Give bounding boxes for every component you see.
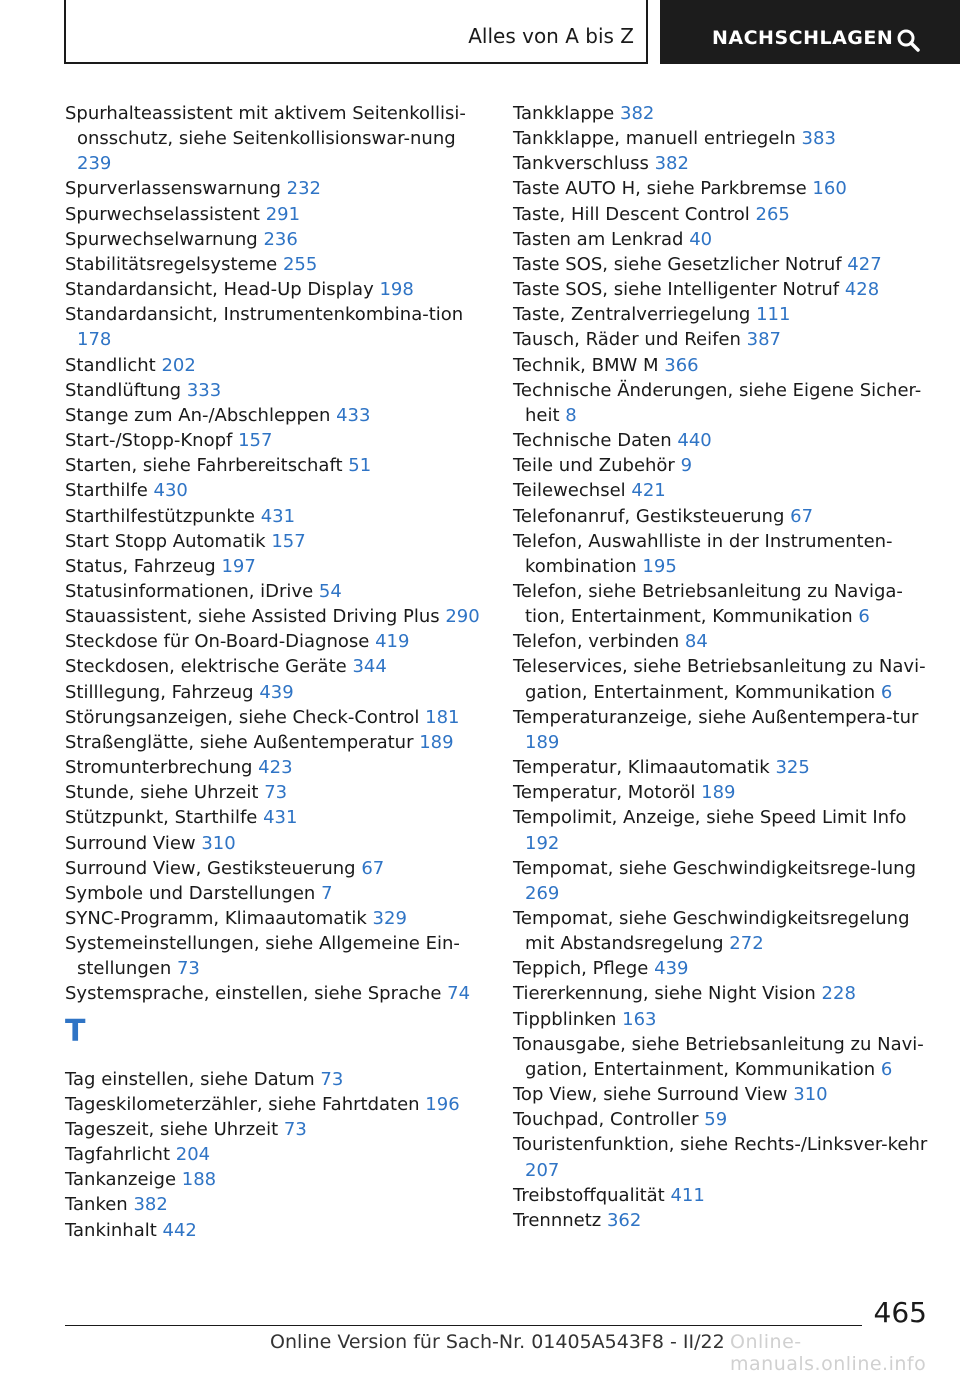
index-entry-text: Telefon, verbinden [513, 631, 680, 653]
index-entry [513, 126, 928, 151]
index-list-t [65, 1067, 485, 1243]
index-entry [65, 805, 485, 830]
index-entry [65, 780, 485, 805]
page-link[interactable]: 440 [677, 430, 712, 452]
page-link[interactable]: 189 [419, 731, 454, 753]
page-link[interactable]: 269 [525, 882, 560, 904]
index-entry-text: Tankinhalt [65, 1219, 157, 1241]
index-entry [65, 1192, 485, 1217]
index-entry [513, 906, 928, 956]
index-entry [65, 453, 485, 478]
index-entry [513, 1007, 928, 1032]
index-entry [513, 1032, 928, 1082]
page-link[interactable]: 196 [425, 1093, 460, 1115]
index-entry [65, 252, 485, 277]
index-entry-text: Standlicht [65, 354, 156, 376]
index-entry [513, 956, 928, 981]
page-link[interactable]: 421 [631, 480, 666, 502]
index-entry [65, 378, 485, 403]
page-link[interactable]: 310 [201, 832, 236, 854]
index-entry-text: Taste SOS, siehe Intelligenter Notruf [513, 279, 840, 301]
index-entry-text: Technische Änderungen, siehe Eigene Sicher-heit [513, 379, 922, 426]
index-entry-text: Tankverschluss [513, 153, 649, 175]
index-entry [65, 1092, 485, 1117]
index-entry [513, 856, 928, 906]
page-link[interactable]: 344 [352, 656, 387, 678]
index-entry-text: Teleservices, siehe Betriebsanleitung zu Navi-gation, Entertainment, Kommunikation [513, 656, 926, 703]
index-entry-text: Starthilfe [65, 480, 148, 502]
index-entry [65, 176, 485, 201]
index-entry [65, 504, 485, 529]
index-entry-text: Starten, siehe Fahrbereitschaft [65, 455, 343, 477]
page-link[interactable]: 232 [286, 178, 322, 200]
index-entry [65, 478, 485, 503]
index-entry-text: Tausch, Räder und Reifen [513, 329, 741, 351]
index-entry [513, 1208, 928, 1233]
page-link[interactable]: 163 [622, 1008, 657, 1030]
page-link[interactable]: 6 [880, 1058, 893, 1080]
index-entry-text: Standardansicht, Head-Up Display [65, 279, 374, 301]
index-entry [513, 780, 928, 805]
page-link[interactable]: 366 [664, 354, 699, 376]
page-link[interactable]: 204 [175, 1144, 211, 1166]
page-link[interactable]: 236 [263, 228, 298, 250]
index-entry [513, 579, 928, 629]
index-entry-text: Störungsanzeigen, siehe Check-Control [65, 706, 420, 728]
index-list-t-cont [513, 101, 928, 1233]
page-link[interactable]: 181 [425, 706, 460, 728]
index-entry-text: Tankklappe, manuell entriegeln [513, 128, 796, 150]
index-entry-text: Tagfahrlicht [65, 1144, 171, 1166]
page-link[interactable]: 189 [525, 731, 560, 753]
page-link[interactable]: 7 [321, 882, 333, 904]
index-entry-text: Technik, BMW M [513, 354, 659, 376]
index-entry-text: Taste SOS, siehe Gesetzlicher Notruf [513, 253, 842, 275]
index-entry-text: Tempomat, siehe Geschwindigkeitsregelung mit Abstandsregelung [513, 908, 910, 955]
index-entry-text: Touristenfunktion, siehe Rechts-/Linksver-kehr [513, 1134, 928, 1156]
header-chapter-tab[interactable] [660, 0, 960, 64]
index-entry [513, 478, 928, 503]
index-entry [65, 403, 485, 428]
index-list-s [65, 101, 485, 1007]
index-entry [65, 554, 485, 579]
page-link[interactable]: 67 [361, 857, 385, 879]
index-entry [513, 277, 928, 302]
index-entry [65, 654, 485, 679]
index-entry-text: Stilllegung, Fahrzeug [65, 681, 254, 703]
index-entry-text: Tankanzeige [65, 1169, 177, 1191]
index-entry [513, 1132, 928, 1182]
page-link[interactable]: 111 [756, 304, 791, 326]
index-entry [513, 805, 928, 855]
footer-text: Online Version für Sach-Nr. 01405A543F8 - II/22 [270, 1331, 725, 1353]
index-entry [65, 1117, 485, 1142]
index-entry [513, 151, 928, 176]
page-link[interactable]: 228 [821, 983, 856, 1005]
index-entry-text: Stützpunkt, Starthilfe [65, 807, 258, 829]
index-column-right [513, 101, 928, 1233]
index-entry-text: Temperatur, Klimaautomatik [513, 757, 770, 779]
index-entry [65, 227, 485, 252]
page-link[interactable]: 73 [176, 958, 200, 980]
index-entry [65, 277, 485, 302]
index-entry [513, 705, 928, 755]
watermark: Online-manuals.online.info [730, 1331, 927, 1375]
index-entry [65, 101, 485, 176]
page-link[interactable]: 382 [654, 153, 689, 175]
page-link[interactable]: 431 [263, 807, 298, 829]
index-entry [513, 504, 928, 529]
index-entry [513, 428, 928, 453]
page-link[interactable]: 59 [704, 1109, 728, 1131]
page-link[interactable]: 74 [447, 983, 471, 1005]
index-entry [65, 730, 485, 755]
index-entry-text: Tasten am Lenkrad [513, 228, 684, 250]
index-entry [513, 353, 928, 378]
index-entry [513, 1082, 928, 1107]
page-link[interactable]: 54 [318, 580, 342, 602]
index-entry-text: Starthilfestützpunkte [65, 505, 255, 527]
page-link[interactable]: 439 [259, 681, 294, 703]
page-link[interactable]: 202 [161, 354, 196, 376]
page-link[interactable]: 362 [606, 1209, 642, 1231]
index-entry [513, 176, 928, 201]
index-entry [513, 453, 928, 478]
index-entry [65, 680, 485, 705]
index-entry-text: Spurwechselassistent [65, 203, 260, 225]
index-entry [65, 906, 485, 931]
page-link[interactable]: 178 [77, 329, 112, 351]
page-link[interactable]: 272 [729, 933, 764, 955]
page-link[interactable]: 197 [221, 555, 256, 577]
index-entry-text: Tonausgabe, siehe Betriebsanleitung zu Navi-gation, Entertainment, Kommunikation [513, 1033, 924, 1080]
page-link[interactable]: 310 [793, 1084, 828, 1106]
page-header [0, 0, 960, 66]
index-entry-text: Stauassistent, siehe Assisted Driving Plus [65, 606, 440, 628]
index-entry [513, 629, 928, 654]
index-entry [65, 302, 485, 352]
index-entry [513, 227, 928, 252]
page-link[interactable]: 189 [701, 782, 736, 804]
index-entry-text: Stange zum An-/Abschleppen [65, 404, 331, 426]
index-entry [513, 529, 928, 579]
index-entry-text: Treibstoffqualität [513, 1184, 665, 1206]
index-entry-text: Tankklappe [513, 103, 615, 124]
index-entry [65, 1067, 485, 1092]
index-entry [65, 831, 485, 856]
page-link[interactable]: 439 [654, 958, 689, 980]
index-entry-text: Spurhalteassistent mit aktivem Seitenkollisi-onsschutz, siehe Seitenkollisionswar-nung [65, 103, 466, 150]
index-entry-text: Teilewechsel [513, 480, 626, 502]
page-link[interactable]: 423 [258, 757, 293, 779]
index-entry-text: Standlüftung [65, 379, 182, 401]
index-entry-text: Standardansicht, Instrumentenkombina-tion [65, 304, 464, 326]
page-link[interactable]: 207 [525, 1159, 560, 1181]
index-entry [65, 353, 485, 378]
page-link[interactable]: 382 [133, 1194, 168, 1216]
page-link[interactable]: 40 [689, 228, 713, 250]
index-entry-text: Teile und Zubehör [513, 455, 675, 477]
index-entry [65, 755, 485, 780]
index-entry-text: Surround View, Gestiksteuerung [65, 857, 356, 879]
index-entry [65, 202, 485, 227]
index-entry-text: Tippblinken [513, 1008, 617, 1030]
page-link[interactable]: 157 [271, 530, 306, 552]
page-link[interactable]: 195 [642, 555, 677, 577]
page-link[interactable]: 6 [858, 606, 870, 628]
index-entry [65, 881, 485, 906]
page-link[interactable]: 6 [880, 681, 893, 703]
index-entry [65, 1218, 485, 1243]
index-entry-text: Telefonanruf, Gestiksteuerung [513, 505, 785, 527]
page-link[interactable]: 84 [684, 631, 708, 653]
index-entry-text: Status, Fahrzeug [65, 555, 216, 577]
page-link[interactable]: 198 [379, 279, 414, 301]
page-link[interactable]: 428 [844, 279, 880, 301]
section-letter: T [65, 1013, 86, 1049]
index-entry [65, 856, 485, 881]
index-entry-text: Tempomat, siehe Geschwindigkeitsrege-lung [513, 857, 917, 879]
index-entry-text: Technische Daten [513, 430, 672, 452]
index-entry-text: Symbole und Darstellungen [65, 882, 316, 904]
index-entry-text: Telefon, siehe Betriebsanleitung zu Naviga-tion, Entertainment, Kommunikation [513, 580, 903, 628]
index-entry [513, 302, 928, 327]
index-entry [65, 579, 485, 604]
index-entry [65, 931, 485, 981]
page-link[interactable]: 73 [283, 1118, 307, 1140]
index-entry-text: Steckdosen, elektrische Geräte [65, 656, 347, 678]
page-link[interactable]: 265 [755, 203, 790, 225]
index-entry-text: Tag einstellen, siehe Datum [65, 1068, 315, 1090]
page-link[interactable]: 9 [680, 455, 693, 477]
index-entry [513, 101, 928, 126]
section-title: Alles von A bis Z [468, 24, 634, 48]
index-entry [65, 1142, 485, 1167]
index-entry-text: Start Stopp Automatik [65, 530, 266, 552]
index-entry-text: Steckdose für On-Board-Diagnose [65, 631, 370, 653]
index-entry [65, 529, 485, 554]
page-link[interactable]: 431 [260, 505, 296, 527]
index-entry [65, 629, 485, 654]
index-entry-text: Teppich, Pflege [513, 958, 649, 980]
index-entry-text: Systemsprache, einstellen, siehe Sprache [65, 983, 442, 1005]
index-entry-text: Start-/Stopp-Knopf [65, 430, 233, 452]
page-link[interactable]: 333 [186, 379, 222, 401]
chapter-title: NACHSCHLAGEN [712, 27, 894, 49]
page-link[interactable]: 329 [372, 908, 407, 929]
page-link[interactable]: 419 [375, 631, 410, 653]
page-link[interactable]: 387 [746, 329, 781, 351]
index-entry-text: Spurverlassenswarnung [65, 178, 281, 200]
index-entry-text: Statusinformationen, iDrive [65, 580, 314, 602]
page-link[interactable]: 160 [812, 178, 847, 200]
index-entry-text: Tageszeit, siehe Uhrzeit [65, 1118, 279, 1140]
index-entry [513, 202, 928, 227]
page-link[interactable]: 8 [565, 404, 577, 426]
index-entry [65, 1167, 485, 1192]
page-link[interactable]: 192 [525, 832, 560, 854]
page-link[interactable]: 290 [445, 606, 480, 628]
index-entry-text: Temperatur, Motoröl [513, 782, 696, 804]
page-link[interactable]: 255 [282, 253, 318, 275]
index-entry-text: Tanken [65, 1194, 128, 1216]
page-link[interactable]: 442 [162, 1219, 197, 1241]
footer-divider [65, 1325, 862, 1326]
page-link[interactable]: 427 [847, 253, 882, 275]
page-link[interactable]: 73 [264, 782, 288, 804]
index-entry [65, 604, 485, 629]
page-link[interactable]: 383 [801, 128, 836, 150]
page-link[interactable]: 188 [181, 1169, 217, 1191]
page-link[interactable]: 73 [320, 1068, 344, 1090]
page-number: 465 [873, 1296, 927, 1329]
index-entry [65, 705, 485, 730]
index-entry-text: Temperaturanzeige, siehe Außentempera-tur [513, 706, 919, 728]
index-entry [513, 654, 928, 704]
index-entry-text: Surround View [65, 832, 196, 854]
page-link[interactable]: 382 [620, 103, 655, 124]
index-entry [513, 378, 928, 428]
index-entry-text: Stabilitätsregelsysteme [65, 253, 278, 275]
page-link[interactable]: 157 [238, 430, 273, 452]
index-entry-text: Top View, siehe Surround View [513, 1084, 788, 1106]
page-link[interactable]: 51 [348, 455, 372, 477]
page-link[interactable]: 325 [775, 757, 810, 779]
index-entry-text: Taste, Hill Descent Control [513, 203, 750, 225]
index-entry-text: Systemeinstellungen, siehe Allgemeine Ein-stellungen [65, 933, 460, 980]
index-entry [513, 1183, 928, 1208]
index-entry [513, 1107, 928, 1132]
index-entry [65, 428, 485, 453]
index-entry-text: Tempolimit, Anzeige, siehe Speed Limit Info [513, 807, 907, 829]
page-link[interactable]: 67 [790, 505, 814, 527]
index-entry-text: SYNC-Programm, Klimaautomatik [65, 908, 367, 929]
index-entry-text: Touchpad, Controller [513, 1109, 699, 1131]
search-icon[interactable] [896, 28, 920, 52]
index-entry-text: Telefon, Auswahlliste in der Instrumenten-kombination [513, 530, 893, 577]
page-link[interactable]: 433 [336, 404, 371, 426]
index-entry [513, 327, 928, 352]
index-entry [65, 981, 485, 1006]
index-entry-text: Trennnetz [513, 1209, 602, 1231]
index-entry-text: Taste AUTO H, siehe Parkbremse [513, 178, 807, 200]
index-entry-text: Taste, Zentralverriegelung [513, 304, 751, 326]
page-link[interactable]: 411 [670, 1184, 705, 1206]
header-section-box [64, 0, 648, 64]
index-entry-text: Stunde, siehe Uhrzeit [65, 782, 259, 804]
index-entry [513, 755, 928, 780]
index-entry-text: Tageskilometerzähler, siehe Fahrtdaten [65, 1093, 420, 1115]
index-entry [513, 981, 928, 1006]
page-link[interactable]: 239 [77, 153, 112, 175]
index-entry [513, 252, 928, 277]
index-entry-text: Spurwechselwarnung [65, 228, 258, 250]
page-link[interactable]: 291 [265, 203, 301, 225]
page-link[interactable]: 430 [153, 480, 188, 502]
index-entry-text: Stromunterbrechung [65, 757, 253, 779]
index-entry-text: Straßenglätte, siehe Außentemperatur [65, 731, 414, 753]
index-column-left [65, 101, 485, 1243]
index-entry-text: Tiererkennung, siehe Night Vision [513, 983, 816, 1005]
